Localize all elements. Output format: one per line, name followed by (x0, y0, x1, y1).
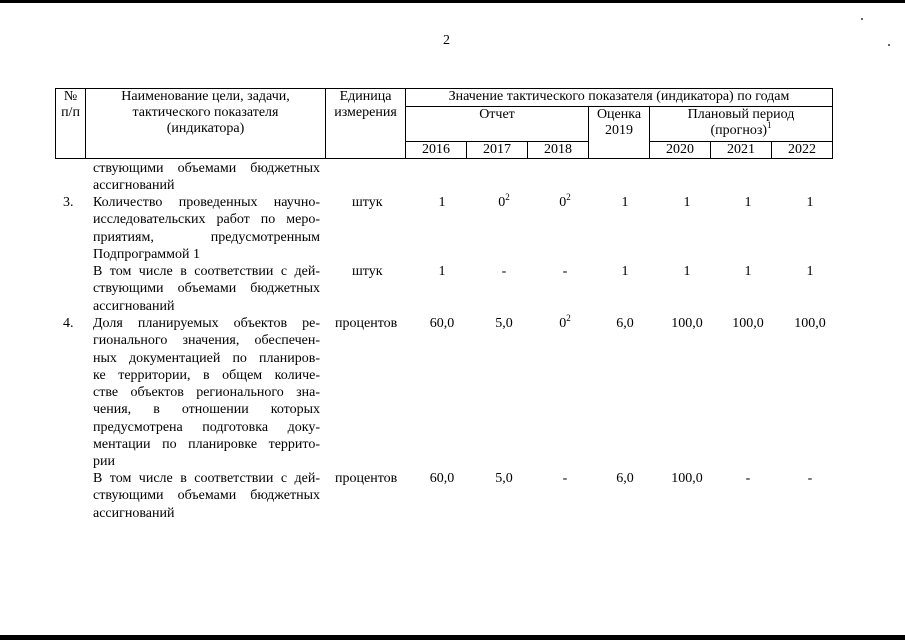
scan-border-bottom (0, 635, 905, 640)
indicator-name-line: ствующими объемами бюджетных (93, 488, 320, 504)
value-cell: 1 (744, 195, 752, 210)
value-cell: - (501, 264, 507, 279)
indicator-name-line: стве объектов регионального зна- (93, 385, 320, 401)
value-cell: 5,0 (495, 471, 513, 486)
unit-cell: штук (352, 264, 383, 279)
indicator-name-line: ассигнований (93, 505, 175, 521)
unit-cell: процентов (335, 471, 398, 486)
indicator-name-line: ассигнований (93, 178, 175, 194)
indicator-name (93, 263, 320, 315)
value-cell: 100,0 (671, 316, 703, 331)
header-col-name: Наименование цели, задачи, тактического показателя (индикатора) (86, 89, 326, 159)
indicator-name-line: исследовательских работ по меро- (93, 212, 320, 228)
value-cell: 1 (438, 264, 446, 279)
header-year: 2020 (650, 142, 711, 159)
header-year: 2017 (467, 142, 528, 159)
value-cell: 1 (438, 195, 446, 210)
header-col-unit: Единица измерения (326, 89, 406, 159)
value-cell: - (562, 264, 568, 279)
header-plan: Плановый период (прогноз)$^1$ (650, 107, 833, 142)
indicator-name-line: предусмотрена подготовка доку- (93, 419, 320, 435)
value-cell: 6,0 (616, 471, 634, 486)
indicator-name-line: Подпрограммой 1 (93, 246, 200, 262)
value-cell: 1 (621, 195, 629, 210)
footnote-mark: 2 (505, 192, 510, 202)
value-cell: 1 (621, 264, 629, 279)
value-cell: 100,0 (794, 316, 826, 331)
footnote-mark: 2 (566, 313, 571, 323)
value-cell: - (807, 471, 813, 486)
indicator-name-line: рии (93, 454, 115, 470)
scan-speck (888, 44, 890, 46)
table-header (55, 88, 833, 159)
indicator-name-line: Доля планируемых объектов ре- (93, 316, 320, 331)
value-cell: 1 (683, 264, 691, 279)
row-number: 3. (63, 195, 74, 210)
indicator-name-line: ментации по планировке террито- (93, 437, 320, 453)
header-values-title: Значение тактического показателя (индикатора) по годам (406, 89, 833, 107)
value-cell: 60,0 (429, 316, 455, 331)
header-report: Отчет (406, 107, 589, 142)
indicator-name-line: чения, в отношении которых (93, 402, 320, 418)
value-cell: 1 (683, 195, 691, 210)
value-cell: - (745, 471, 751, 486)
value-cell: $0^2$ (498, 192, 510, 210)
value-cell: 60,0 (429, 471, 455, 486)
indicator-name (93, 194, 320, 263)
row-number: 4. (63, 316, 74, 331)
value-cell: 5,0 (495, 316, 513, 331)
indicator-name-line: ассигнований (93, 298, 175, 314)
indicator-name-line: В том числе в соответствии с дей- (93, 264, 320, 279)
value-cell: $0^2$ (559, 192, 571, 210)
indicator-name-line: Количество проведенных научно- (93, 195, 320, 210)
value-cell: - (562, 471, 568, 486)
scan-speck (861, 18, 863, 20)
indicator-name-line: ствующими объемами бюджетных (93, 281, 320, 297)
scan-border-top (0, 0, 905, 3)
value-cell: 1 (806, 195, 814, 210)
value-cell: $0^2$ (559, 313, 571, 331)
header-estimate: Оценка 2019 (589, 107, 650, 159)
indicator-name (93, 160, 320, 195)
value-cell: 100,0 (671, 471, 703, 486)
value-cell: 100,0 (732, 316, 764, 331)
indicator-name-line: гионального значения, обеспечен- (93, 333, 320, 349)
header-year: 2018 (528, 142, 589, 159)
indicator-name (93, 470, 320, 522)
indicator-name-line: ке территории, в общем количе- (93, 367, 320, 383)
indicator-name-line: приятиям, предусмотренным (93, 229, 320, 245)
indicator-name-line: В том числе в соответствии с дей- (93, 471, 320, 486)
value-cell: 1 (744, 264, 752, 279)
indicator-name (93, 315, 320, 471)
indicator-name-line: ствующими объемами бюджетных (93, 161, 320, 176)
header-col-no: № п/п (56, 89, 86, 159)
value-cell: 1 (806, 264, 814, 279)
value-cell: 6,0 (616, 316, 634, 331)
header-year: 2021 (711, 142, 772, 159)
unit-cell: штук (352, 195, 383, 210)
header-year: 2016 (406, 142, 467, 159)
indicator-name-line: ных документацией по планиров- (93, 350, 320, 366)
header-year: 2022 (772, 142, 833, 159)
page-number: 2 (443, 33, 450, 48)
footnote-mark: 2 (566, 192, 571, 202)
unit-cell: процентов (335, 316, 398, 331)
